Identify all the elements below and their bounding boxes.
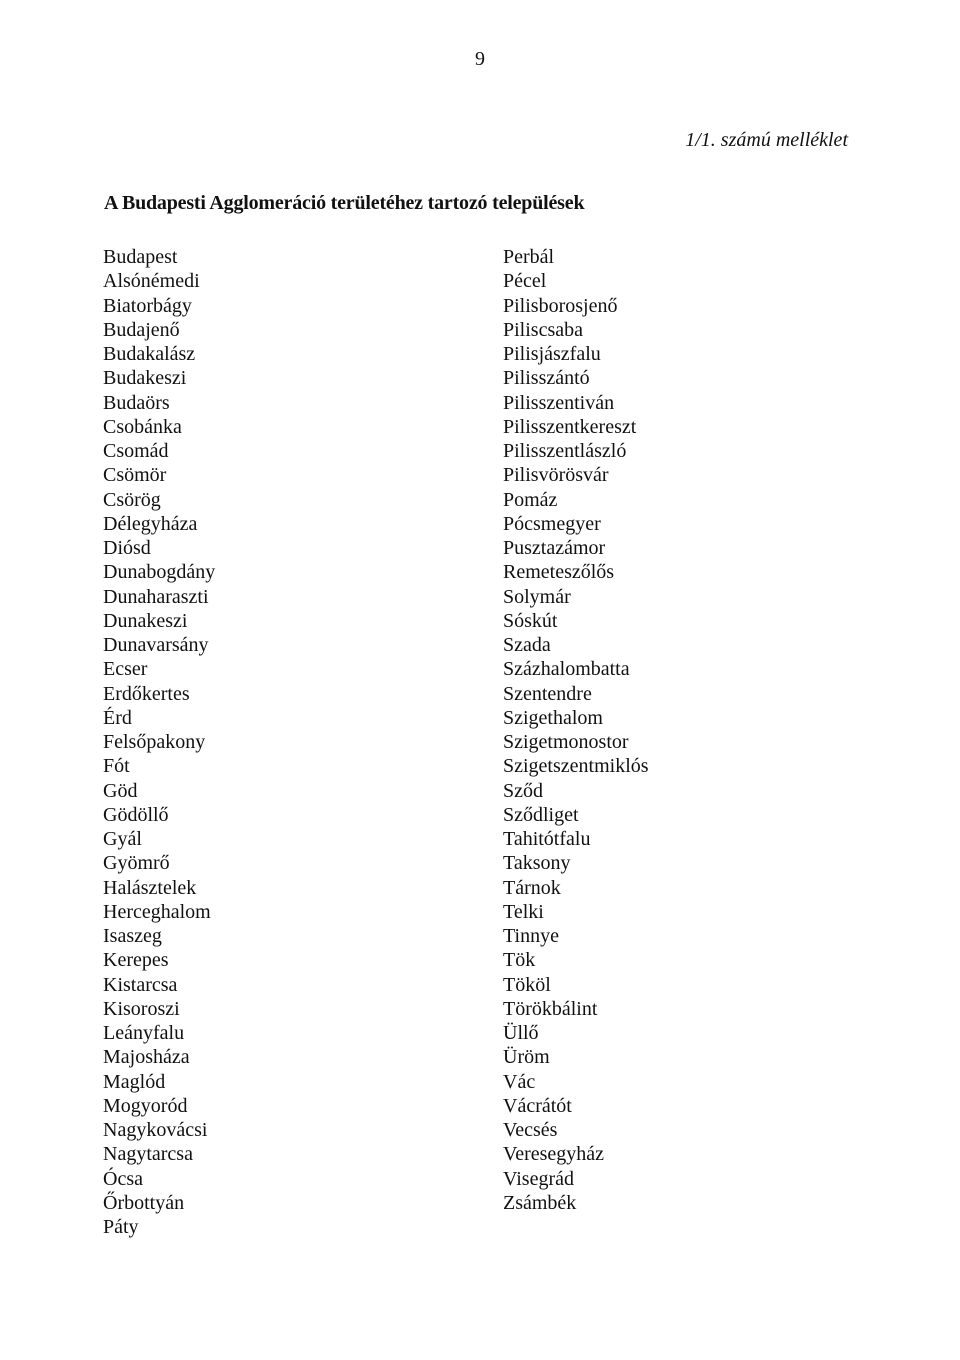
settlement-item: Délegyháza (103, 512, 198, 535)
settlement-item: Maglód (103, 1070, 166, 1093)
settlement-item: Érd (103, 706, 132, 729)
settlement-item: Dunaharaszti (103, 585, 209, 608)
settlement-item: Gödöllő (103, 803, 169, 826)
settlement-item: Budakeszi (103, 367, 187, 390)
annex-label: 1/1. számú melléklet (685, 129, 848, 151)
settlement-item: Pilisvörösvár (503, 464, 609, 487)
settlement-item: Szigetmonostor (503, 731, 629, 753)
settlement-item: Zsámbék (503, 1191, 577, 1214)
settlement-item: Nagykovácsi (103, 1119, 208, 1141)
settlement-item: Vác (503, 1070, 536, 1093)
settlement-item: Nagytarcsa (103, 1143, 193, 1166)
settlement-item: Veresegyház (503, 1143, 605, 1166)
settlement-item: Tahitótfalu (503, 828, 591, 850)
settlement-item: Majosháza (103, 1046, 190, 1069)
settlement-item: Tárnok (503, 876, 561, 899)
settlement-item: Leányfalu (103, 1022, 185, 1044)
settlement-item: Taksony (503, 852, 571, 875)
settlement-item: Százhalombatta (503, 658, 630, 681)
settlement-item: Visegrád (503, 1167, 574, 1190)
settlement-item: Törökbálint (503, 997, 598, 1020)
settlement-item: Vecsés (503, 1119, 558, 1141)
settlement-item: Sződliget (503, 803, 579, 826)
settlement-list-left (103, 245, 215, 1239)
settlement-item: Kerepes (103, 949, 169, 972)
settlement-item: Szentendre (503, 682, 592, 705)
settlement-item: Dunavarsány (103, 634, 209, 656)
settlement-item: Mogyoród (103, 1094, 188, 1117)
settlement-item: Dunakeszi (103, 609, 188, 632)
settlement-item: Pomáz (503, 488, 558, 511)
settlement-item: Üllő (503, 1022, 539, 1044)
settlement-item: Tinnye (503, 925, 559, 947)
settlement-item: Pusztazámor (503, 537, 606, 559)
settlement-item: Remeteszőlős (503, 561, 615, 584)
settlement-list-right (503, 245, 649, 1215)
settlement-item: Diósd (103, 537, 151, 559)
settlement-item: Herceghalom (103, 900, 211, 923)
settlement-item: Kisoroszi (103, 997, 180, 1020)
settlement-item: Pócsmegyer (503, 512, 601, 535)
settlement-item: Csömör (103, 464, 167, 487)
settlement-item: Felsőpakony (103, 731, 206, 753)
settlement-item: Szigethalom (503, 706, 603, 729)
settlement-item: Tököl (503, 973, 551, 996)
settlement-item: Csomád (103, 440, 169, 462)
settlement-item: Pilisszántó (503, 367, 590, 390)
settlement-item: Szada (503, 634, 551, 656)
settlement-item: Pilisszentiván (503, 391, 615, 414)
settlement-item: Budajenő (103, 318, 180, 341)
settlement-item: Őrbottyán (103, 1191, 185, 1214)
settlement-item: Csobánka (103, 415, 182, 438)
settlement-item: Pilisszentlászló (503, 440, 627, 462)
document-title: A Budapesti Agglomeráció területéhez tartozó települések (104, 192, 585, 214)
page-number: 9 (475, 48, 485, 70)
settlement-item: Budapest (103, 246, 178, 268)
settlement-item: Halásztelek (103, 876, 197, 899)
settlement-item: Budaörs (103, 391, 170, 414)
settlement-item: Gyál (103, 828, 142, 850)
settlement-item: Telki (503, 900, 544, 923)
settlement-item: Perbál (503, 246, 555, 268)
settlement-item: Sóskút (503, 609, 558, 632)
settlement-item: Páty (103, 1216, 139, 1238)
settlement-item: Szigetszentmiklós (503, 755, 649, 778)
settlement-item: Sződ (503, 779, 543, 802)
settlement-item: Pilisborosjenő (503, 294, 618, 317)
settlement-item: Gyömrő (103, 852, 170, 875)
settlement-item: Solymár (503, 585, 571, 608)
settlement-item: Piliscsaba (503, 318, 583, 341)
settlement-item: Pécel (503, 270, 547, 293)
settlement-item: Csörög (103, 488, 161, 511)
settlement-item: Pilisjászfalu (503, 343, 601, 365)
settlement-item: Tök (503, 949, 536, 972)
settlement-item: Budakalász (103, 343, 196, 365)
settlement-item: Vácrátót (503, 1094, 572, 1117)
settlement-item: Kistarcsa (103, 973, 178, 996)
settlement-item: Ócsa (103, 1167, 143, 1190)
settlement-item: Göd (103, 779, 138, 802)
settlement-item: Ecser (103, 658, 148, 681)
settlement-item: Biatorbágy (103, 294, 192, 317)
settlement-item: Dunabogdány (103, 561, 216, 584)
settlement-item: Üröm (503, 1046, 550, 1069)
settlement-item: Isaszeg (103, 925, 162, 947)
settlement-item: Alsónémedi (103, 270, 200, 293)
settlement-item: Fót (103, 755, 130, 778)
settlement-item: Erdőkertes (103, 682, 190, 705)
settlement-item: Pilisszentkereszt (503, 415, 637, 438)
